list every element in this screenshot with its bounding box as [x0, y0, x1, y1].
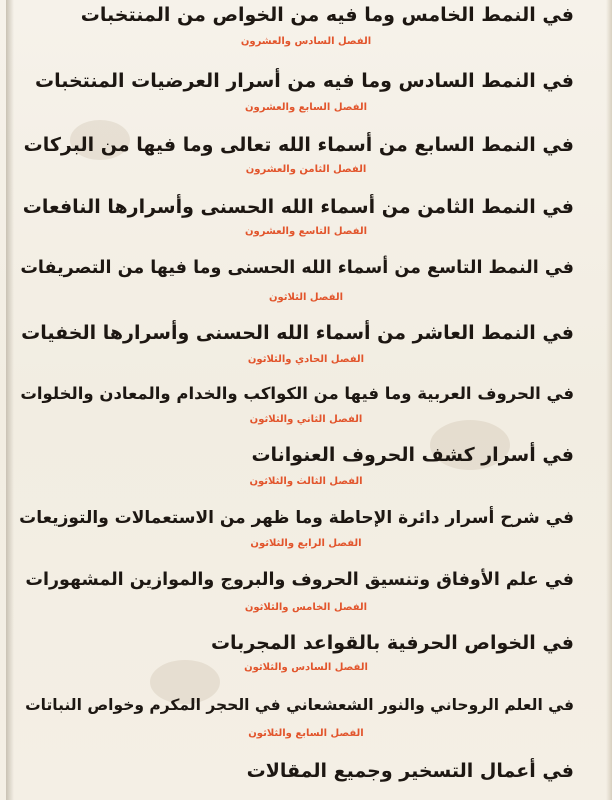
table-of-contents-entry: في النمط السابع من أسماء الله تعالى وما فيها من البركات	[23, 134, 574, 156]
chapter-heading: الفصل السابع والعشرون	[244, 102, 367, 113]
chapter-heading: الفصل الثلاثون	[268, 292, 344, 303]
table-of-contents-entry: في النمط العاشر من أسماء الله الحسنى وأسرارها الخفيات	[21, 322, 574, 344]
table-of-contents-entry: في النمط الخامس وما فيه من الخواص من المنتخبات	[80, 4, 574, 26]
chapter-heading: الفصل السادس والثلاثون	[244, 662, 368, 673]
chapter-heading: الفصل الثامن والعشرون	[245, 164, 367, 175]
chapter-heading: الفصل الثالث والثلاثون	[249, 476, 363, 487]
chapter-heading: الفصل الرابع والثلاثون	[250, 538, 362, 549]
table-of-contents-entry: في العلم الروحاني والنور الشعشعاني في الحجر المكرم وخواص النباتات	[25, 696, 574, 714]
table-of-contents-entry: في أسرار كشف الحروف العنوانات	[251, 444, 574, 466]
chapter-heading: الفصل السادس والعشرون	[240, 36, 372, 47]
chapter-heading: الفصل الحادي والثلاثون	[247, 354, 365, 365]
table-of-contents-entry: في النمط الثامن من أسماء الله الحسنى وأسرارها النافعات	[22, 196, 574, 218]
table-of-contents-entry: في الحروف العربية وما فيها من الكواكب والخدام والمعادن والخلوات	[20, 384, 574, 403]
table-of-contents-entry: في الخواص الحرفية بالقواعد المجربات	[210, 632, 574, 654]
table-of-contents-entry: في أعمال التسخير وجميع المقالات	[246, 760, 574, 782]
table-of-contents-entry: في علم الأوفاق وتنسيق الحروف والبروج والموازين المشهورات	[25, 570, 574, 590]
table-of-contents-entry: في شرح أسرار دائرة الإحاطة وما ظهر من الاستعمالات والتوزيعات	[19, 508, 574, 528]
table-of-contents-entry: في النمط التاسع من أسماء الله الحسنى وما فيها من التصريفات	[20, 258, 574, 278]
table-of-contents-entry: في النمط السادس وما فيه من أسرار العرضيات المنتخبات	[34, 70, 574, 92]
chapter-heading: الفصل الخامس والثلاثون	[244, 602, 368, 613]
chapter-heading: الفصل الثاني والثلاثون	[249, 414, 363, 425]
chapter-heading: الفصل التاسع والعشرون	[245, 226, 367, 237]
chapter-heading: الفصل السابع والثلاثون	[248, 728, 364, 739]
